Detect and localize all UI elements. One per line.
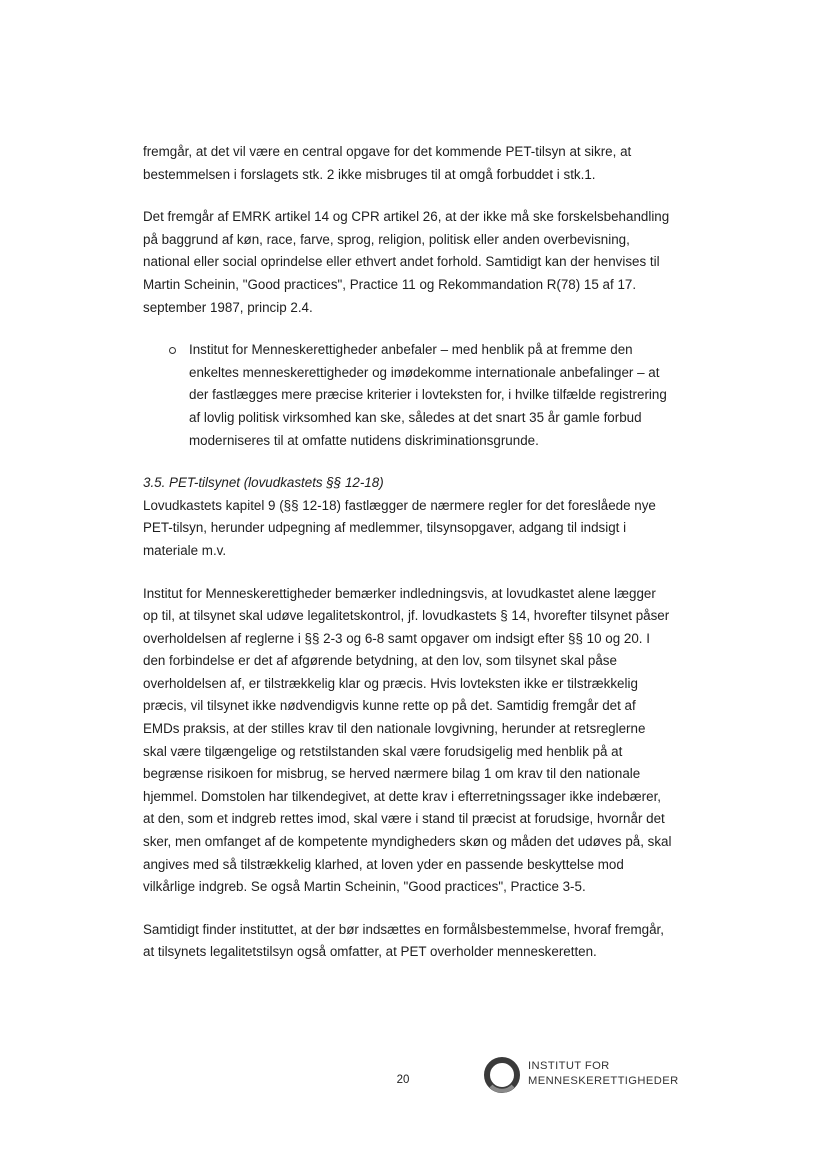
text-line: af lovlig politisk virksomhed kan ske, således at det snart 35 år gamle forbud <box>189 409 642 425</box>
text-line: den forbindelse er det af afgørende betydning, at den lov, som tilsynet skal påse <box>143 653 617 669</box>
text-line: overholdelsen af reglerne i §§ 2-3 og 6-8 samt opgaver om indsigt efter §§ 10 og 20. I <box>143 630 650 646</box>
text-line: der fastlægges mere præcise kriterier i lovteksten for, i hvilke tilfælde registrering <box>189 387 667 403</box>
paragraph-3 <box>143 495 683 563</box>
text-line: PET-tilsyn, herunder udpegning af medlemmer, tilsynsopgaver, adgang til indsigt i <box>143 520 627 536</box>
text-line: sker, men omfanget af de kompetente myndigheders skøn og måden det udøves på, skal <box>143 834 672 850</box>
text-line: begrænse risikoen for misbrug, se herved nærmere bilag 1 om krav til den nationale <box>143 766 641 782</box>
text-line: enkeltes menneskerettigheder og imødekomme internationale anbefalinger – at <box>189 364 660 380</box>
text-line: skal være tilgængelige og retstilstanden skal være forudsigelig med henblik på at <box>143 743 623 759</box>
text-line: september 1987, princip 2.4. <box>143 299 313 315</box>
text-line: EMDs praksis, at der stilles krav til den nationale lovgivning, herunder at retsreglerne <box>143 721 646 737</box>
text-line: på baggrund af køn, race, farve, sprog, religion, politisk eller anden overbevisning, <box>143 231 630 247</box>
text-line: fremgår, at det vil være en central opgave for det kommende PET-tilsyn at sikre, at <box>143 144 632 159</box>
text-line: Det fremgår af EMRK artikel 14 og CPR artikel 26, at der ikke må ske forskelsbehandling <box>143 209 670 225</box>
recommendation-bullet <box>143 339 683 452</box>
text-line: angives med så tilstrækkelig klarhed, at loven yder en passende beskyttelse mod <box>143 856 624 872</box>
paragraph-2 <box>143 206 683 319</box>
paragraph-1 <box>143 141 683 186</box>
ring-logo-icon <box>482 1055 522 1095</box>
section-heading: 3.5. PET-tilsynet (lovudkastets §§ 12-18) <box>143 475 384 491</box>
text-line: Institut for Menneskerettigheder anbefaler – med henblik på at fremme den <box>189 342 633 358</box>
text-line: vilkårlige indgreb. Se også Martin Scheinin, "Good practices", Practice 3-5. <box>143 879 586 895</box>
text-line: national eller social oprindelse eller ethvert andet forhold. Samtidigt kan der henvises til <box>143 254 660 270</box>
text-line: Institut for Menneskerettigheder bemærker indledningsvis, at lovudkastet alene lægger <box>143 585 656 601</box>
text-line: overholdelsen af, er tilstrækkelig klar og præcis. Hvis lovteksten ikke er tilstrækkelig <box>143 675 638 691</box>
text-line: at tilsynets legalitetstilsyn også omfatter, at PET overholder menneskeretten. <box>143 944 597 960</box>
text-line: hjemmel. Domstolen har tilkendegivet, at dette krav i efterretningssager ikke indebærer, <box>143 788 662 804</box>
text-line: moderniseres til at omfatte nutidens diskriminationsgrunde. <box>189 432 539 448</box>
logo-line-2: MENNESKERETTIGHEDER <box>528 1074 679 1087</box>
text-line: at den, som et indgreb rettes imod, skal være i stand til præcist at forudsige, hvornår det <box>143 811 665 827</box>
logo-text <box>528 1059 679 1088</box>
text-line: materiale m.v. <box>143 542 227 558</box>
text-line: Martin Scheinin, "Good practices", Practice 11 og Rekommandation R(78) 15 af 17. <box>143 276 637 292</box>
text-line: præcis, vil tilsynet ikke nødvendigvis kunne rette op på det. Samtidig fremgår det af <box>143 698 636 714</box>
logo-line-1: INSTITUT FOR <box>528 1060 610 1072</box>
text-line: Samtidigt finder instituttet, at der bør indsættes en formålsbestemmelse, hvoraf fremgår, <box>143 921 664 937</box>
institute-logo <box>482 1055 682 1095</box>
text-line: bestemmelsen i forslagets stk. 2 ikke misbruges til at omgå forbuddet i stk.1. <box>143 166 596 182</box>
paragraph-5 <box>143 919 683 964</box>
text-line: op til, at tilsynet skal udøve legalitetskontrol, jf. lovudkastets § 14, hvorefter tilsynet påser <box>143 608 670 624</box>
body-text <box>143 141 683 964</box>
page-number: 20 <box>396 1074 410 1086</box>
text-line: Lovudkastets kapitel 9 (§§ 12-18) fastlægger de nærmere regler for det foreslåede nye <box>143 497 656 513</box>
paragraph-4 <box>143 583 683 899</box>
bullet-icon <box>169 347 176 354</box>
